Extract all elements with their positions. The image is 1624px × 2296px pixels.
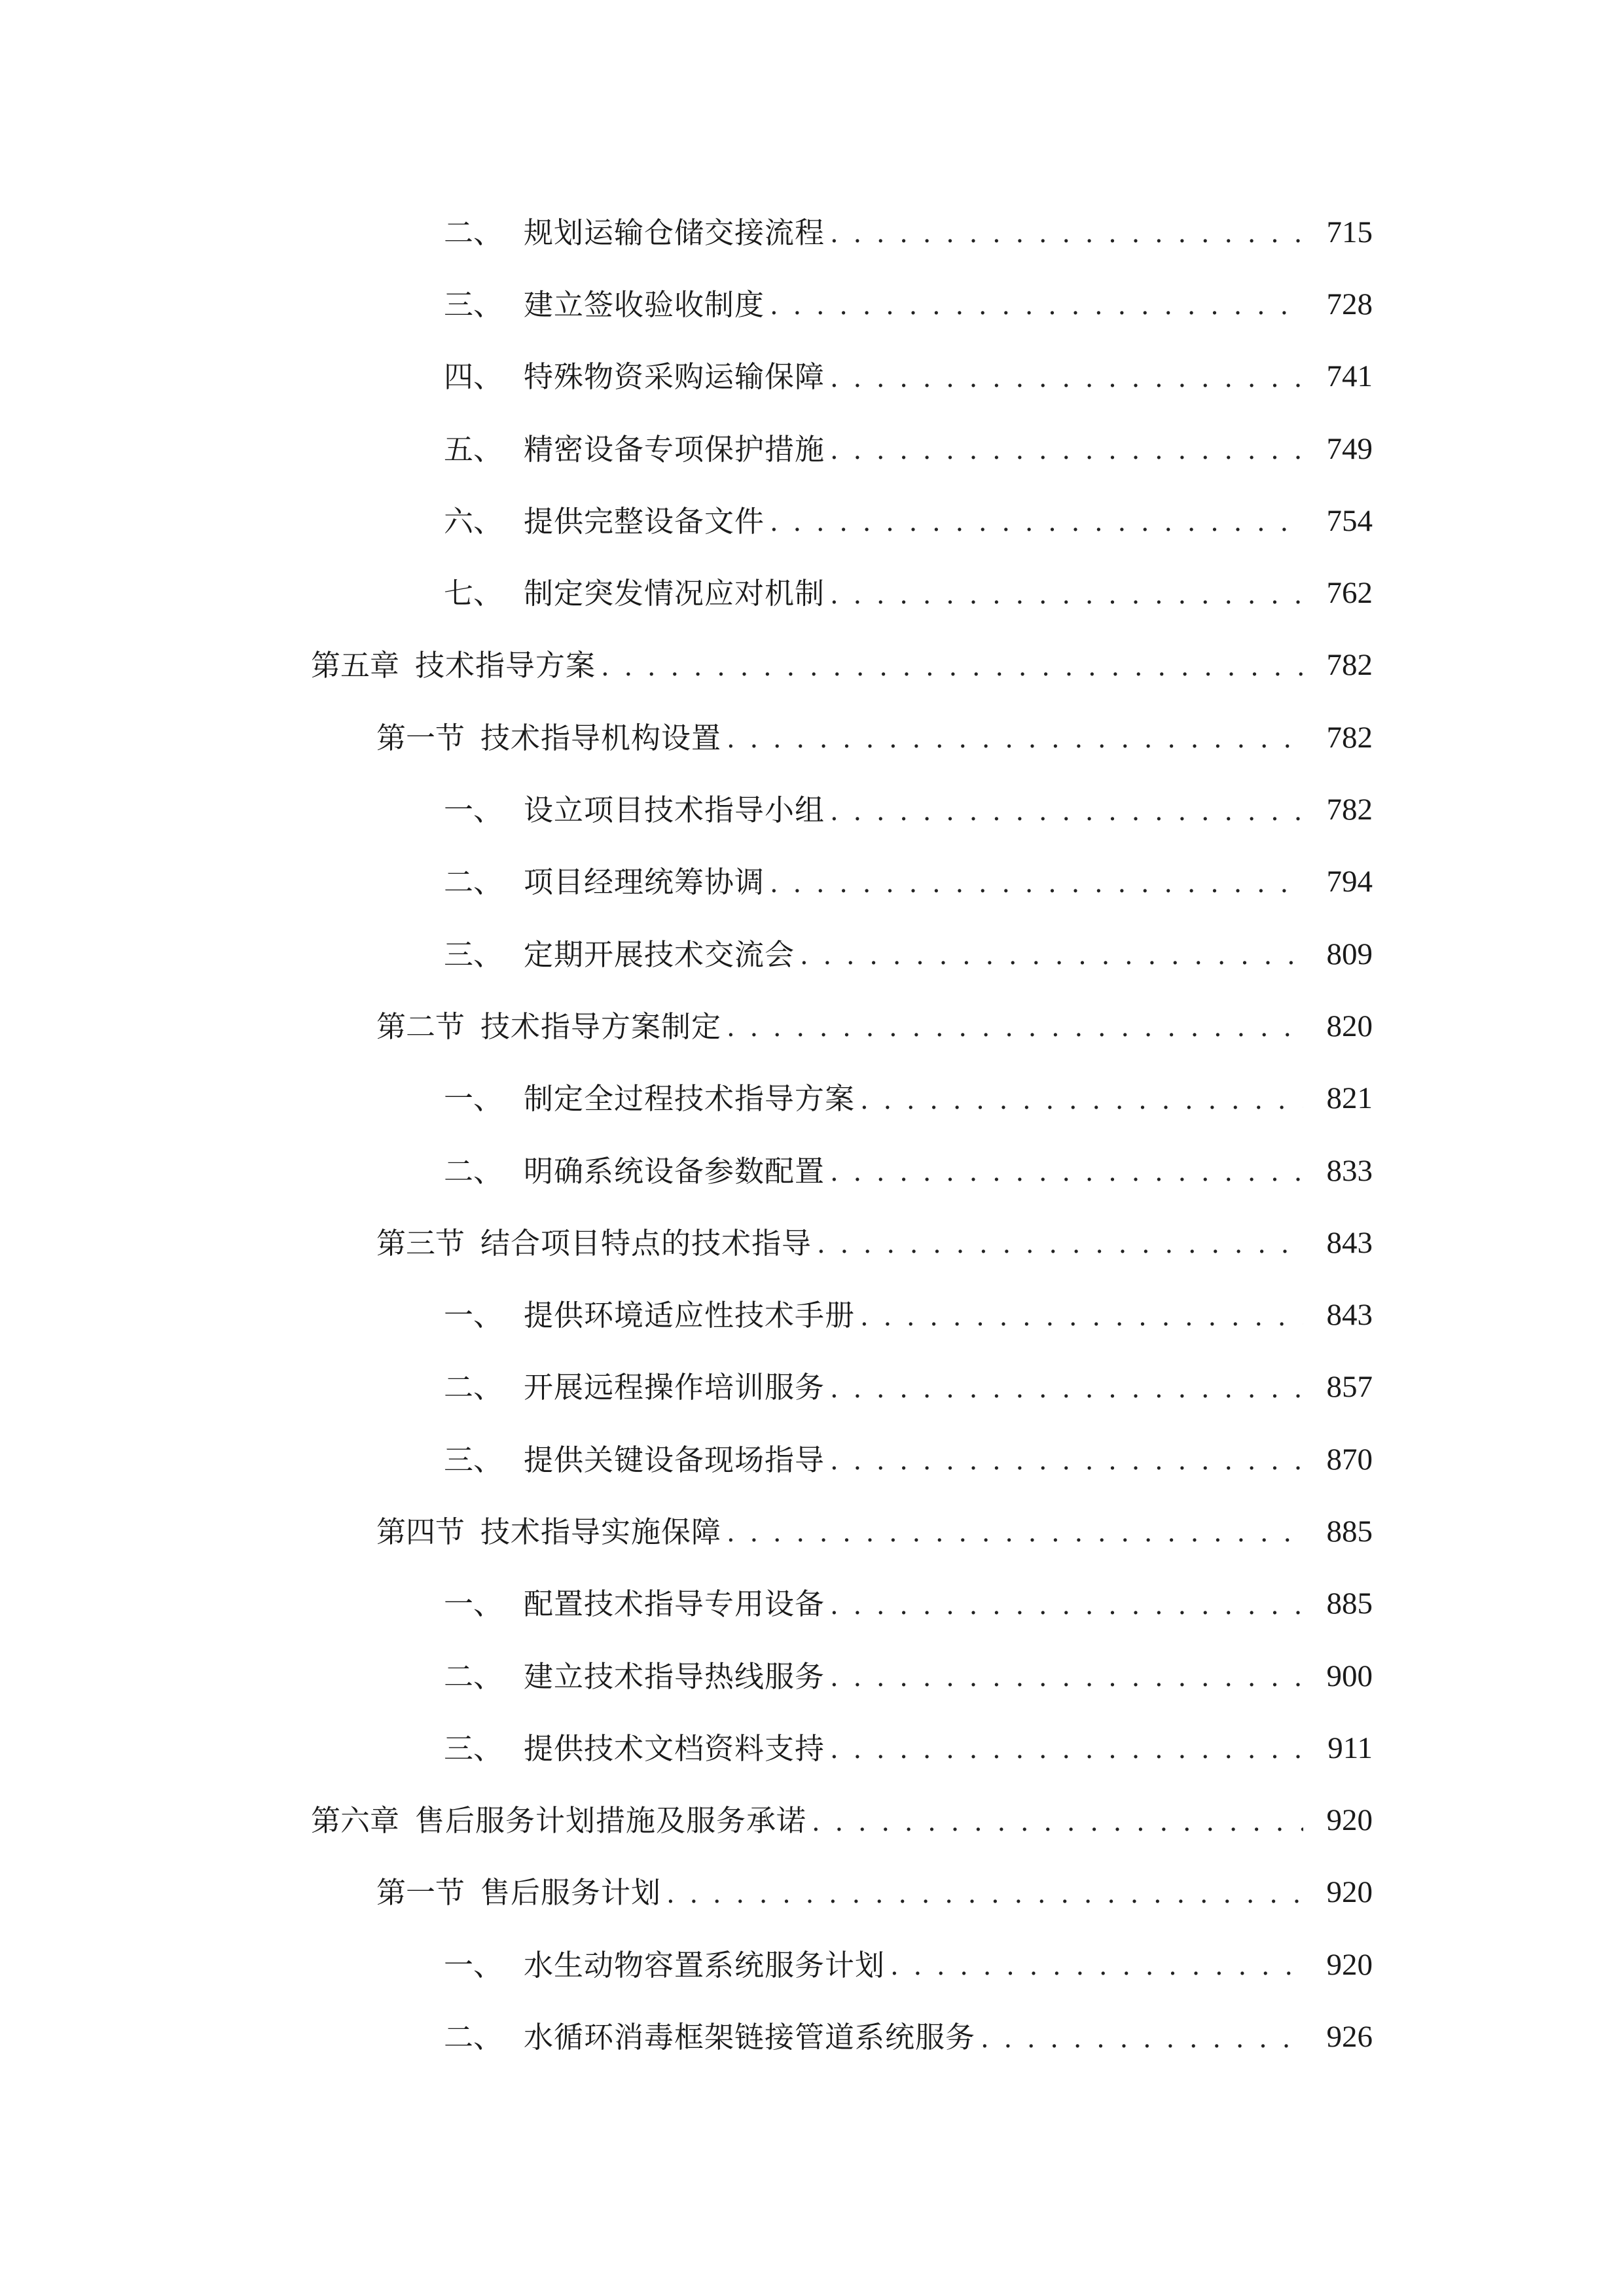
toc-entry-number: 四、	[444, 359, 503, 395]
toc-entry-title: 配置技术指导专用设备	[524, 1587, 825, 1622]
toc-entry-number: 六、	[444, 503, 503, 539]
toc-entry[interactable]	[0, 1568, 1624, 1640]
toc-entry[interactable]	[0, 1279, 1624, 1351]
toc-entry-page-number: 833	[1326, 1153, 1373, 1188]
toc-entry-title: 售后服务计划措施及服务承诺	[415, 1803, 807, 1839]
toc-entry-chapter[interactable]	[0, 630, 1624, 702]
toc-entry-title: 水生动物容置系统服务计划	[524, 1947, 886, 1982]
toc-entry-number: 三、	[444, 287, 503, 322]
toc-entry-title: 技术指导方案制定	[480, 1009, 722, 1044]
dot-leader	[727, 1011, 1303, 1044]
dot-leader	[860, 1300, 1303, 1333]
dot-leader	[981, 2022, 1303, 2055]
toc-entry-page-number: 920	[1326, 1947, 1373, 1982]
toc-entry-number: 二、	[444, 1153, 503, 1189]
toc-entry-title: 技术指导方案	[415, 648, 596, 683]
toc-entry-page-number: 782	[1326, 720, 1373, 755]
toc-entry[interactable]	[0, 196, 1624, 268]
toc-entry[interactable]	[0, 1424, 1624, 1496]
toc-entry-page-number: 715	[1326, 215, 1373, 249]
toc-entry-title: 特殊物资采购运输保障	[524, 359, 825, 395]
toc-entry-section[interactable]	[0, 1857, 1624, 1929]
toc-entry-page-number: 762	[1326, 576, 1373, 611]
toc-entry-page-number: 911	[1327, 1731, 1373, 1765]
toc-entry-title: 建立签收验收制度	[524, 287, 765, 322]
toc-entry-page-number: 900	[1326, 1659, 1373, 1693]
toc-entry[interactable]	[0, 1135, 1624, 1207]
toc-entry-title: 技术指导实施保障	[480, 1514, 722, 1549]
toc-entry[interactable]	[0, 413, 1624, 485]
dot-leader	[770, 506, 1303, 539]
toc-entry-page-number: 741	[1326, 359, 1373, 394]
toc-entry[interactable]	[0, 268, 1624, 340]
toc-entry[interactable]	[0, 341, 1624, 413]
dot-leader	[666, 1878, 1303, 1910]
dot-leader	[830, 217, 1303, 250]
toc-entry-page-number: 926	[1326, 2020, 1373, 2054]
toc-entry-page-number: 843	[1326, 1225, 1373, 1260]
toc-entry[interactable]	[0, 918, 1624, 990]
table-of-contents	[0, 196, 1624, 2073]
dot-leader	[830, 1733, 1303, 1766]
toc-entry-title: 明确系统设备参数配置	[524, 1153, 825, 1189]
toc-entry-section[interactable]	[0, 702, 1624, 774]
toc-entry-number: 二、	[444, 2020, 503, 2055]
toc-entry-number: 二、	[444, 1659, 503, 1694]
dot-leader	[890, 1950, 1303, 1982]
toc-entry[interactable]	[0, 1712, 1624, 1784]
toc-entry-page-number: 809	[1326, 937, 1373, 971]
dot-leader	[830, 1589, 1303, 1622]
toc-entry-title: 制定突发情况应对机制	[524, 576, 825, 611]
toc-entry-page-number: 820	[1326, 1009, 1373, 1043]
dot-leader	[830, 1372, 1303, 1405]
toc-entry-section[interactable]	[0, 990, 1624, 1062]
toc-entry-number: 五、	[444, 431, 503, 467]
toc-entry-number: 一、	[444, 1947, 503, 1982]
toc-entry-page-number: 728	[1326, 287, 1373, 321]
toc-entry-page-number: 920	[1326, 1803, 1373, 1838]
toc-entry-page-number: 754	[1326, 503, 1373, 538]
dot-leader	[830, 434, 1303, 467]
toc-entry-number: 第四节	[376, 1514, 465, 1549]
toc-entry-page-number: 782	[1326, 793, 1373, 827]
toc-entry-page-number: 870	[1326, 1442, 1373, 1477]
toc-entry-page-number: 920	[1326, 1875, 1373, 1910]
toc-entry-title: 规划运输仓储交接流程	[524, 215, 825, 250]
toc-entry-title: 水循环消毒框架链接管道系统服务	[524, 2020, 976, 2055]
toc-entry[interactable]	[0, 1640, 1624, 1712]
dot-leader	[770, 867, 1303, 900]
dot-leader	[830, 1156, 1303, 1189]
toc-entry-page-number: 821	[1326, 1081, 1373, 1116]
toc-entry-number: 第三节	[376, 1225, 465, 1261]
toc-entry[interactable]	[0, 846, 1624, 918]
toc-entry-number: 二、	[444, 1370, 503, 1405]
toc-entry-number: 第一节	[376, 1875, 465, 1910]
toc-entry-number: 一、	[444, 1587, 503, 1622]
toc-entry[interactable]	[0, 485, 1624, 557]
toc-entry-number: 二、	[444, 865, 503, 900]
dot-leader	[830, 579, 1303, 611]
toc-entry-page-number: 885	[1326, 1514, 1373, 1549]
dot-leader	[727, 723, 1303, 755]
toc-entry-number: 第六章	[311, 1803, 400, 1839]
toc-entry-title: 售后服务计划	[480, 1875, 662, 1910]
toc-entry-title: 开展远程操作培训服务	[524, 1370, 825, 1405]
toc-entry[interactable]	[0, 557, 1624, 629]
toc-entry-title: 提供技术文档资料支持	[524, 1731, 825, 1766]
toc-entry-number: 三、	[444, 1442, 503, 1477]
toc-entry-number: 第五章	[311, 648, 400, 683]
dot-leader	[830, 362, 1303, 395]
dot-leader	[830, 1444, 1303, 1477]
toc-entry-title: 提供环境适应性技术手册	[524, 1298, 856, 1333]
toc-entry-section[interactable]	[0, 1207, 1624, 1279]
dot-leader	[860, 1084, 1303, 1117]
toc-entry-title: 定期开展技术交流会	[524, 937, 795, 972]
dot-leader	[727, 1516, 1303, 1549]
dot-leader	[830, 1661, 1303, 1694]
toc-entry[interactable]	[0, 774, 1624, 846]
toc-entry-title: 设立项目技术指导小组	[524, 793, 825, 828]
toc-entry-number: 一、	[444, 1081, 503, 1117]
toc-entry-title: 项目经理统筹协调	[524, 865, 765, 900]
toc-entry-page-number: 843	[1326, 1298, 1373, 1333]
toc-entry-title: 技术指导机构设置	[480, 720, 722, 755]
toc-entry-page-number: 885	[1326, 1587, 1373, 1621]
toc-entry[interactable]	[0, 1352, 1624, 1424]
toc-entry-title: 提供完整设备文件	[524, 503, 765, 539]
dot-leader	[770, 289, 1303, 322]
toc-entry-title: 建立技术指导热线服务	[524, 1659, 825, 1694]
toc-entry-page-number: 782	[1326, 648, 1373, 683]
dot-leader	[800, 939, 1303, 972]
toc-entry-page-number: 857	[1326, 1370, 1373, 1405]
dot-leader	[812, 1806, 1303, 1839]
dot-leader	[601, 651, 1303, 683]
toc-entry[interactable]	[0, 2001, 1624, 2073]
toc-entry-number: 第二节	[376, 1009, 465, 1044]
toc-entry-page-number: 749	[1326, 431, 1373, 466]
toc-entry-section[interactable]	[0, 1496, 1624, 1568]
toc-entry-number: 第一节	[376, 720, 465, 755]
toc-entry-title: 精密设备专项保护措施	[524, 431, 825, 467]
toc-entry-title: 制定全过程技术指导方案	[524, 1081, 856, 1117]
toc-entry-number: 一、	[444, 1298, 503, 1333]
dot-leader	[830, 795, 1303, 828]
toc-entry-title: 提供关键设备现场指导	[524, 1442, 825, 1477]
toc-entry[interactable]	[0, 1929, 1624, 2001]
toc-entry-number: 三、	[444, 1731, 503, 1766]
toc-entry-number: 二、	[444, 215, 503, 250]
toc-entry[interactable]	[0, 1063, 1624, 1135]
toc-entry-number: 七、	[444, 576, 503, 611]
toc-entry-title: 结合项目特点的技术指导	[480, 1225, 812, 1261]
toc-entry-number: 一、	[444, 793, 503, 828]
toc-entry-chapter[interactable]	[0, 1785, 1624, 1857]
toc-entry-number: 三、	[444, 937, 503, 972]
toc-entry-page-number: 794	[1326, 865, 1373, 899]
dot-leader	[817, 1228, 1303, 1261]
